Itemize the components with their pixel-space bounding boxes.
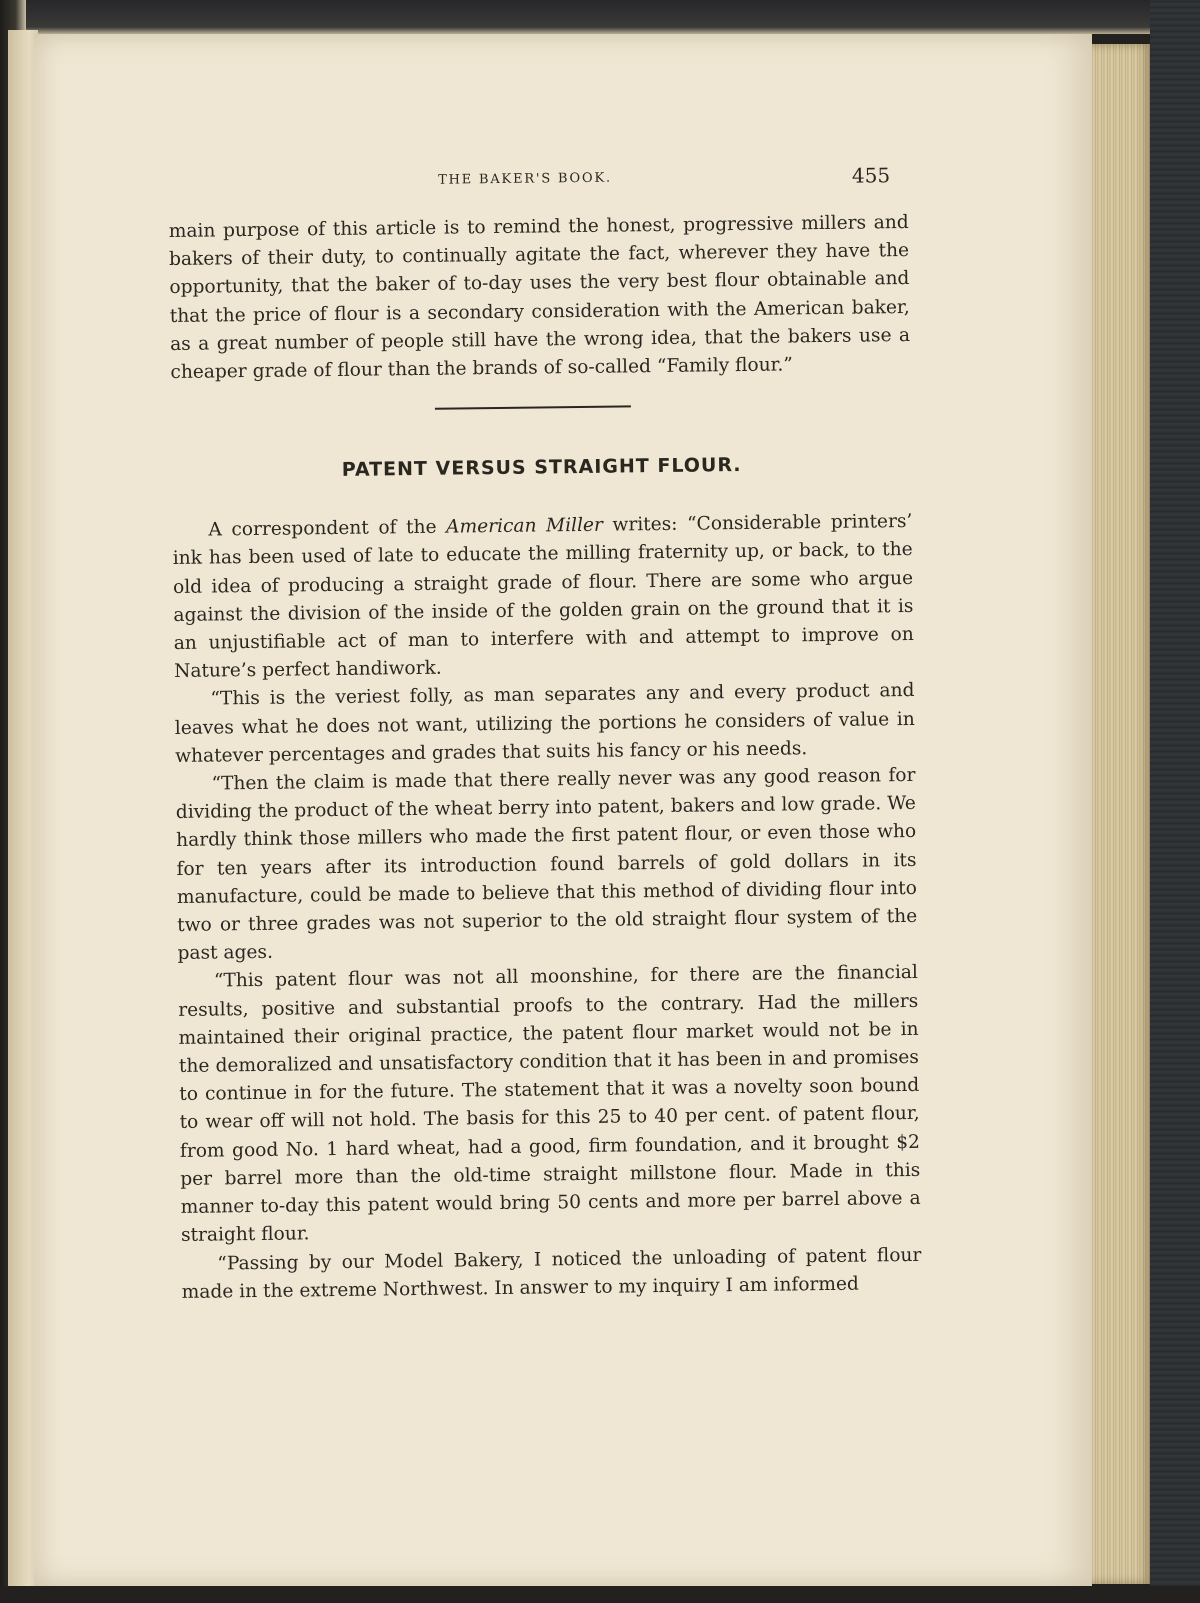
running-head (168, 161, 908, 210)
publication-name: American Miller (445, 514, 603, 538)
article-heading: PATENT VERSUS STRAIGHT FLOUR. (341, 454, 742, 482)
book-cover-top (0, 0, 1200, 34)
article-paragraph-4: “This patent flour was not all moonshine, for there are the financial results, positive and substantial proofs to the contrary. Had the millers maintained their original practice, the patent flour market would not be in the demoralized and unsatisfactory condition that it has been in and promises to continue in for the future. The statement that it was a novelty soon bound to wear off will not hold. The basis for this 25 to 40 per cent. of patent flour, from good No. 1 hard wheat, had a good, firm foundation, and it brought $2 per barrel more than the old-time straight millstone flour. Made in this manner to-day this patent would bring 50 cents and more per barrel above a straight flour. (178, 962, 921, 1247)
article-paragraph-2: “This is the veriest folly, as man separates any and every product and leaves what he does not want, utilizing the portions he considers of value in whatever percentages and grades that suits his fancy or his needs. (174, 680, 915, 767)
paragraph-1-body: writes: “Considerable printers’ ink has been used of late to educate the milling fraternity up, or back, to the old idea of producing a straight grade of flour. There are some who argue against the division of the inside of the golden grain on the ground that it is an unjustifiable act of man to interfere with and attempt to improve on Nature’s perfect handiwork. (172, 511, 914, 683)
intro-paragraph: main purpose of this article is to remind the honest, progressive millers and bakers of their duty, to continually agitate the fact, wherever they have the opportunity, that the baker of to-day uses the very best flour obtainable and that the price of flour is a secondary consideration with the American baker, as a great number of people still have the wrong idea, that the bakers use a cheaper grade of flour than the brands of so-called “Family flour.” (168, 211, 911, 383)
page-stack-edge (1090, 44, 1152, 1584)
article-paragraph-1 (172, 508, 914, 686)
book-cover-right (1150, 0, 1200, 1603)
section-divider (435, 406, 631, 410)
paragraph-1-lead: A correspondent of the (208, 516, 447, 541)
page-text-block (168, 161, 922, 1307)
article-paragraph-5: “Passing by our Model Bakery, I noticed the unloading of patent flour made in the extreme Northwest. In answer to my inquiry I am informed (181, 1244, 922, 1303)
book-cover-bottom (0, 1586, 1200, 1603)
running-title: THE BAKER'S BOOK. (438, 170, 612, 188)
page-number: 455 (851, 163, 891, 188)
article-paragraph-3: “Then the claim is made that there really never was any good reason for dividing the product of the wheat berry into patent, bakers and low grade. We hardly think those millers who made the first patent flour, or even those who for ten years after its introduction found barrels of gold dollars in its manufacture, could be made to believe that this method of dividing flour into two or three grades was not superior to the old straight flour system of the past ages. (175, 764, 918, 965)
